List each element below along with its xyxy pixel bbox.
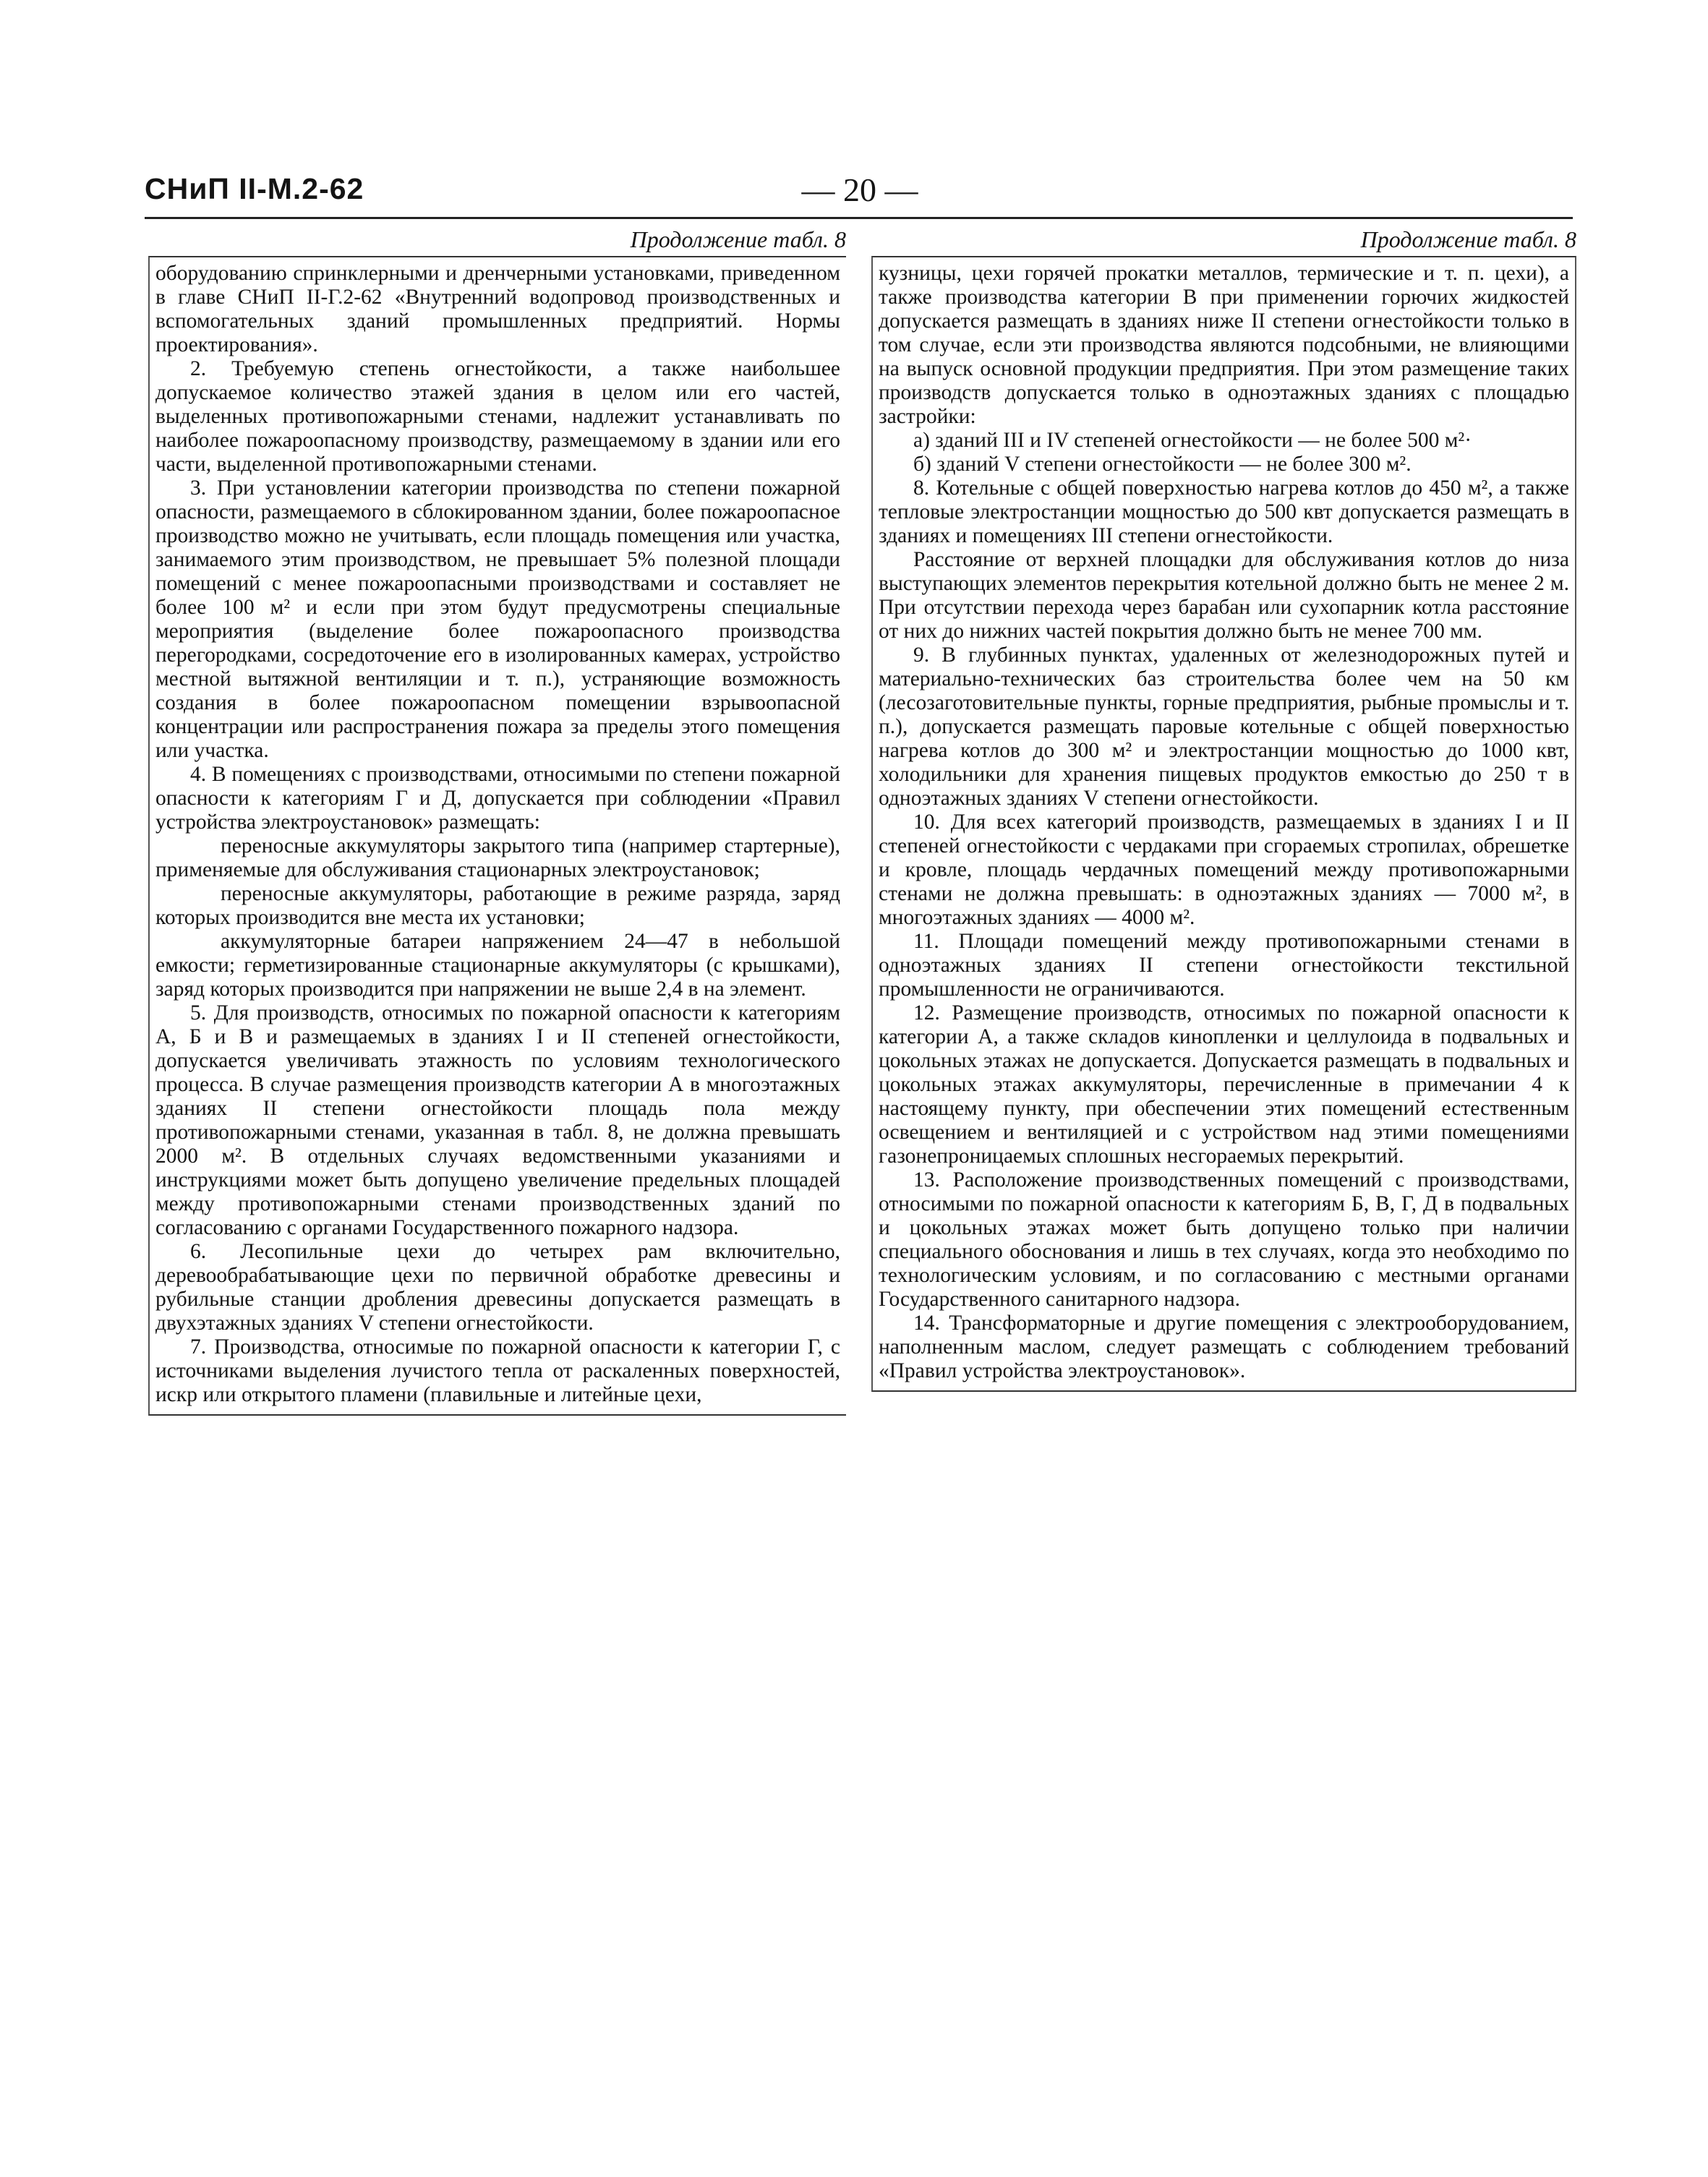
header-rule bbox=[145, 217, 1573, 219]
table-continuation-label: Продолжение табл. 8 bbox=[1360, 226, 1576, 252]
table-cell-left bbox=[148, 256, 846, 1416]
paragraph: 4. В помещениях с производствами, относимыми по степени пожарной опасности к категориям Г и Д, допускается при соблюдении «Правил устройства электроустановок» размещать: bbox=[155, 763, 840, 834]
paragraph: 14. Трансформаторные и другие помещения с электрооборудованием, наполненным маслом, следует размещать с соблюдением требований «Правил устройства электроустановок». bbox=[879, 1312, 1569, 1382]
paragraph: 9. В глубинных пунктах, удаленных от железнодорожных путей и материально-технических баз строительства более чем на 50 км (лесозаготовительные пункты, горные предприятия, рыбные промыслы и т. п.), допускается размещать паровые котельные с общей поверхностью нагрева котлов до 300 м² и электростанции мощностью до 1000 квт, холодильники для хранения пищевых продуктов емкостью до 250 т в одноэтажных зданиях V степени огнестойкости. bbox=[879, 643, 1569, 810]
paragraph: 13. Расположение производственных помещений с производствами, относимыми по пожарной опасности к категориям Б, В, Г, Д в подвальных и цокольных этажах может быть допущено только при наличии специального обоснования и лишь в тех случаях, когда это необходимо по технологическим условиям, и по согласованию с местными органами Государственного санитарного надзора. bbox=[879, 1168, 1569, 1311]
right-column bbox=[871, 224, 1576, 1392]
paragraph: оборудованию спринклерными и дренчерными установками, приведенном в главе СНиП II-Г.2-62 «Внутренний водопровод производственных и вспомогательных зданий промышленных предприятий. Нормы проектирования». bbox=[155, 262, 840, 356]
paragraph: 5. Для производств, относимых по пожарной опасности к категориям А, Б и В и размещаемых в зданиях I и II степеней огнестойкости, допускается увеличивать этажность по условиям технологического процесса. В случае размещения производств категории А в многоэтажных зданиях II степени огнестойкости площадь пола между противопожарными стенами, указанная в табл. 8, не должна превышать 2000 м². В отдельных случаях ведомственными указаниями и инструкциями может быть допущено увеличение предельных площадей между противопожарными стенами производственных зданий по согласованию с органами Государственного пожарного надзора. bbox=[155, 1001, 840, 1239]
paragraph: 3. При установлении категории производства по степени пожарной опасности, размещаемого в сблокированном здании, более пожароопасное производство можно не учитывать, если площадь помещения или участка, занимаемого этим производством, не превышает 5% полезной площади помещений с менее пожароопасными производствами и составляет не более 100 м² и если при этом будут предусмотрены специальные мероприятия (выделение более пожароопасного производства перегородками, сосредоточение его в изолированных камерах, устройство местной вытяжной вентиляции и т. п.), устраняющие возможность создания в более пожароопасном помещении взрывоопасной концентрации или распространения пожара за пределы этого помещения или участка. bbox=[155, 476, 840, 762]
page-number: — 20 — bbox=[801, 171, 918, 208]
table-continuation-label: Продолжение табл. 8 bbox=[630, 226, 846, 252]
paragraph: 12. Размещение производств, относимых по пожарной опасности к категории А, а также складов кинопленки и целлулоида в подвальных и цокольных этажах не допускается. Допускается размещать в подвальных и цокольных этажах аккумуляторы, перечисленные в примечании 4 к настоящему пункту, при обеспечении этих помещений естественным освещением и вентиляцией и с устройством над этими помещениями газонепроницаемых сплошных несгораемых перекрытий. bbox=[879, 1001, 1569, 1168]
paragraph: 7. Производства, относимые по пожарной опасности к категории Г, с источниками выделения лучистого тепла от раскаленных поверхностей, искр или открытого пламени (плавильные и литейные цехи, bbox=[155, 1335, 840, 1406]
paragraph: кузницы, цехи горячей прокатки металлов, термические и т. п. цехи), а также производства категории В при применении горючих жидкостей допускается размещать в зданиях ниже II степени огнестойкости только в том случае, если эти производства являются подсобными, не влияющими на выпуск основной продукции предприятия. При этом размещение таких производств допускается только в одноэтажных зданиях с площадью застройки: bbox=[879, 262, 1569, 428]
paragraph: 6. Лесопильные цехи до четырех рам включительно, деревообрабатывающие цехи по первичной обработке древесины и рубильные станции дробления древесины допускается размещать в двухэтажных зданиях V степени огнестойкости. bbox=[155, 1240, 840, 1335]
table-cell-right bbox=[871, 256, 1576, 1392]
left-column bbox=[148, 224, 846, 1416]
list-item: б) зданий V степени огнестойкости — не более 300 м². bbox=[913, 453, 1412, 476]
list-item: аккумуляторные батареи напряжением 24—47 в небольшой емкости; герметизированные стационарные аккумуляторы (с крышками), заряд которых производится при напряжении не выше 2,4 в на элемент. bbox=[155, 930, 840, 1001]
paragraph: 11. Площади помещений между противопожарными стенами в одноэтажных зданиях II степени огнестойкости текстильной промышленности не ограничиваются. bbox=[879, 930, 1569, 1001]
paragraph: 10. Для всех категорий производств, размещаемых в зданиях I и II степеней огнестойкости с чердаками при сгораемых стропилах, обрешетке и кровле, площадь чердачных помещений между противопожарными стенами не должна превышать: в одноэтажных зданиях — 7000 м², в многоэтажных зданиях — 4000 м². bbox=[879, 811, 1569, 929]
list-item: переносные аккумуляторы, работающие в режиме разряда, заряд которых производится вне места их установки; bbox=[155, 882, 840, 929]
document-code: СНиП II-М.2-62 bbox=[145, 172, 364, 205]
list-item: переносные аккумуляторы закрытого типа (например стартерные), применяемые для обслуживания стационарных электроустановок; bbox=[155, 834, 840, 881]
paragraph: 8. Котельные с общей поверхностью нагрева котлов до 450 м², а также тепловые электростанции мощностью до 500 квт допускается размещать в зданиях и помещениях III степени огнестойкости. bbox=[879, 476, 1569, 547]
page-header bbox=[145, 172, 1575, 215]
paragraph: Расстояние от верхней площадки для обслуживания котлов до низа выступающих элементов перекрытия котельной должно быть не менее 2 м. При отсутствии перехода через барабан или сухопарник котла расстояние от них до нижних частей покрытия должно быть не менее 700 мм. bbox=[879, 548, 1569, 643]
list-item: а) зданий III и IV степеней огнестойкости — не более 500 м²· bbox=[913, 429, 1472, 452]
paragraph: 2. Требуемую степень огнестойкости, а также наибольшее допускаемое количество этажей здания в целом или его частей, выделенных противопожарными стенами, надлежит устанавливать по наиболее пожароопасному производству, размещаемому в здании или его части, выделенной противопожарными стенами. bbox=[155, 357, 840, 476]
